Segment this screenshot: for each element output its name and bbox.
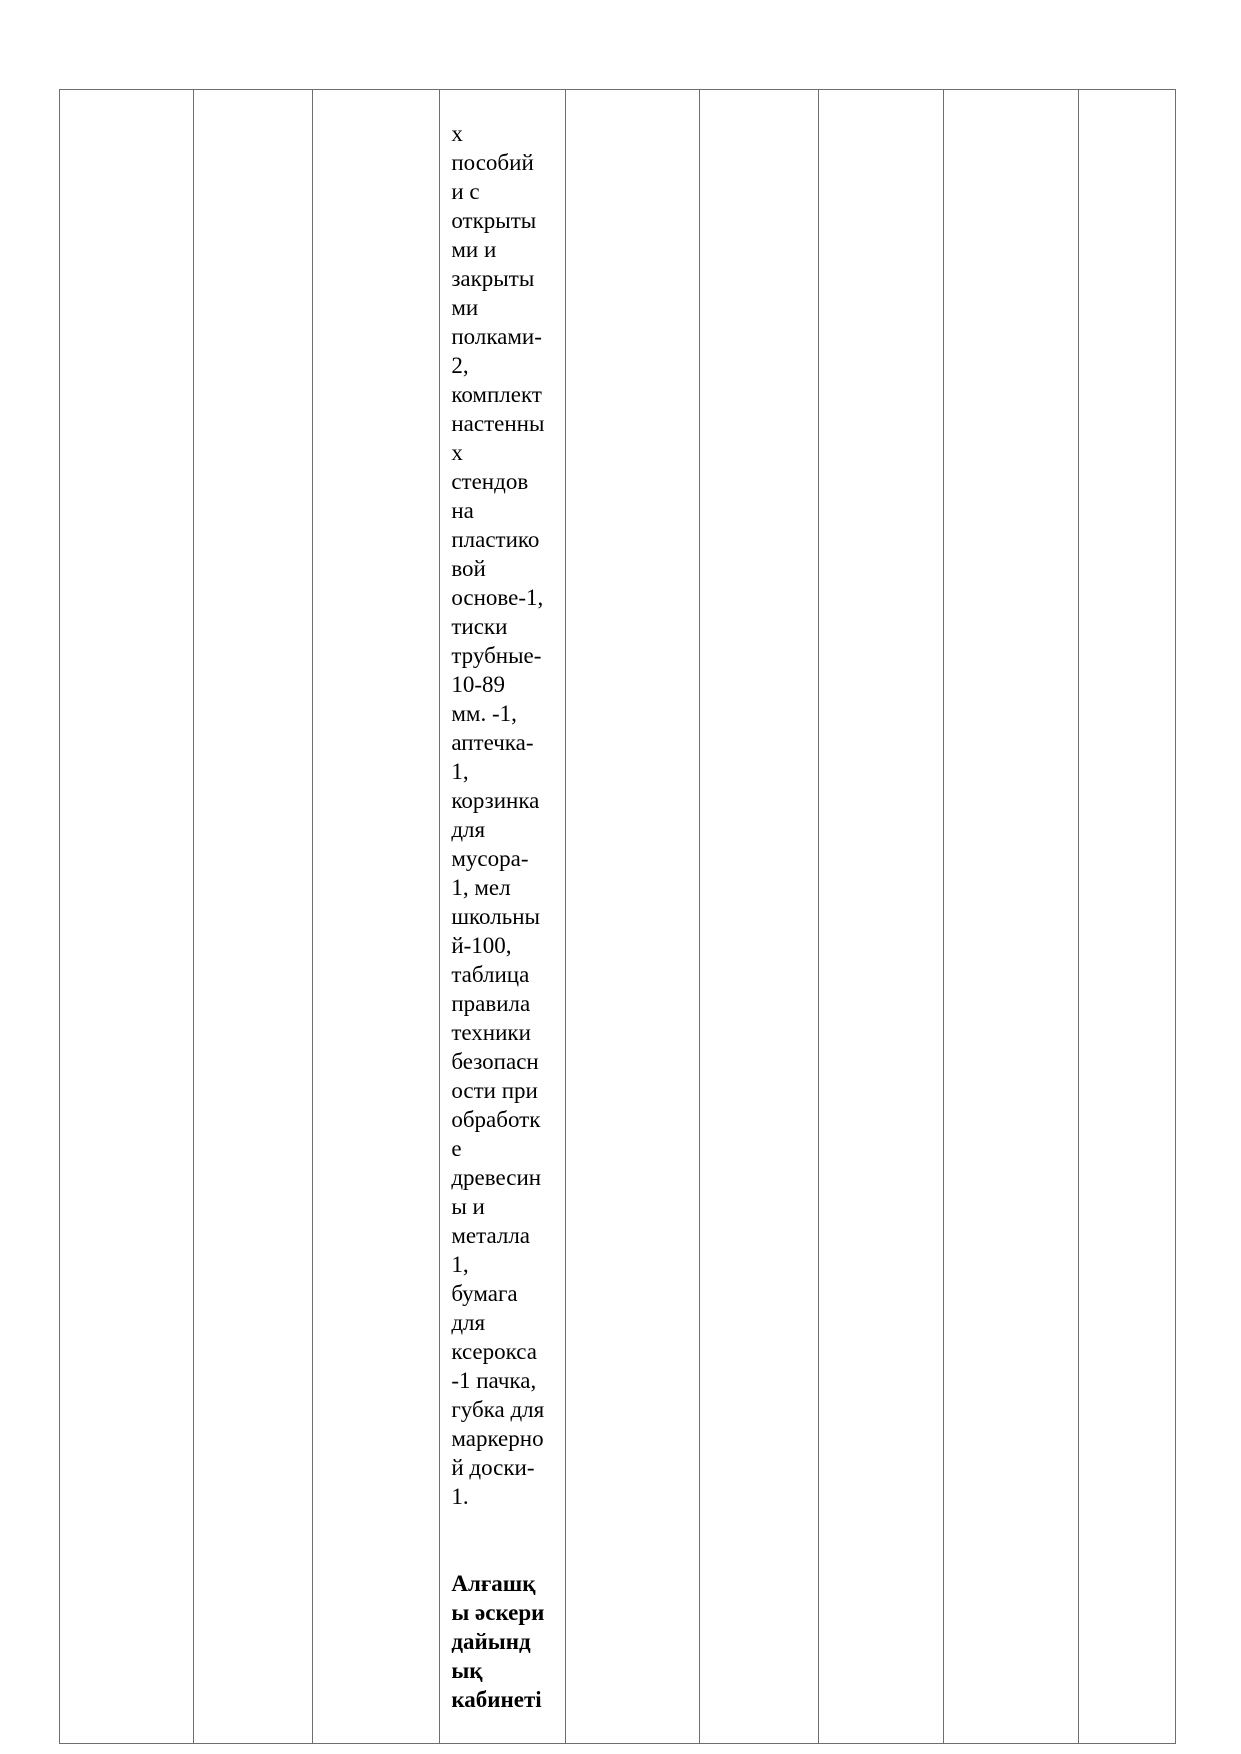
table-cell-7 — [818, 90, 943, 1744]
table-row — [60, 90, 1176, 1744]
data-table — [59, 89, 1176, 1744]
table-cell-equipment-list — [440, 90, 565, 1744]
section-heading-bold: Алғашқ ы әскери дайынд ық кабинеті — [451, 1571, 545, 1712]
table-cell-2 — [194, 90, 312, 1744]
table-cell-9 — [1078, 90, 1175, 1744]
equipment-list-body: х пособий и с открыты ми и закрыты ми полками- 2, комплект настенны х стендов на пластико вой основе-1, тиски трубные- 10-89 мм. -1, аптечка- 1, корзинка для мусора- 1, мел школьны й-100, таблица правила техники безопасн ости при обработк е древесин ы и металла 1, бумага для ксерокса -1 пачка, губка для маркерно й доски- 1. — [451, 121, 545, 1509]
equipment-list-text — [440, 90, 564, 1743]
table-cell-8 — [944, 90, 1078, 1744]
table-cell-3 — [312, 90, 439, 1744]
table-cell-5 — [565, 90, 699, 1744]
table-cell-6 — [700, 90, 818, 1744]
table-cell-1 — [60, 90, 194, 1744]
